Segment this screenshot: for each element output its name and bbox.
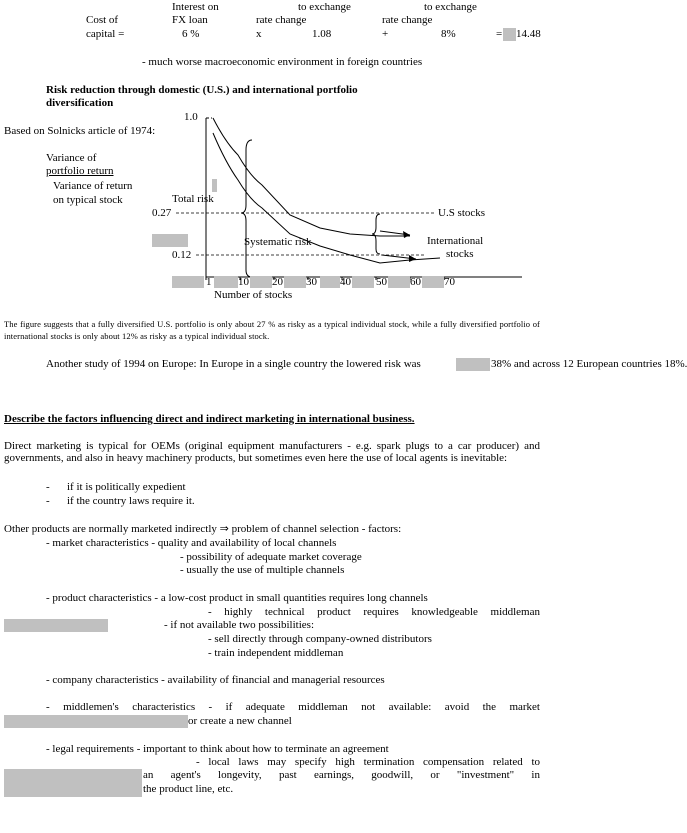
x-tick-label: 50 (376, 276, 387, 288)
factor-sub-item: an agent's longevity, past earnings, goodwill, or "investment" in (143, 769, 540, 781)
study-text: 38% and across 12 European countries 18%. (491, 358, 687, 370)
redaction-box (214, 276, 238, 288)
redaction-box (172, 276, 204, 288)
factor-item: or create a new channel (188, 715, 292, 727)
figure-caption: The figure suggests that a fully diversified U.S. portfolio is only about 27 % as risky as a typical individual stock, while a fully diversified portfolio of international stocks is only about 12% as risky as a typical individual stock. (4, 319, 540, 341)
section-heading: Describe the factors influencing direct and indirect marketing in international business. (4, 413, 415, 425)
redaction-box (456, 358, 490, 371)
chart-ylabel: Variance of (46, 152, 97, 164)
bullet-item: if the country laws require it. (67, 495, 195, 507)
paragraph: Other products are normally marketed indirectly ⇒ problem of channel selection - factors: (4, 523, 402, 535)
bullet-dash: - (46, 495, 50, 507)
annotation-us-stocks: U.S stocks (438, 207, 486, 219)
factor-sub-item: - train independent middleman (208, 647, 344, 659)
based-on-text: Based on Solnicks article of 1974: (4, 125, 156, 137)
factor-sub-item: - if not available two possibilities: (164, 619, 315, 631)
factor-sub-item: - usually the use of multiple channels (180, 564, 345, 576)
factor-sub-item: - highly technical product requires knowledgeable middleman (208, 606, 540, 618)
formula-term: rate change (382, 14, 433, 26)
formula-result: 14.48 (516, 28, 541, 40)
arrowhead-us (403, 231, 410, 238)
factor-item: - legal requirements - important to think about how to terminate an agreement (46, 743, 389, 755)
redaction-box (320, 276, 340, 288)
paragraph: Direct marketing is typical for OEMs (original equipment manufacturers - e.g. spark plugs to a car producer) and governments, and also in heavy machinery products, but sometimes even here the use of local agents is inevitable: (4, 440, 540, 464)
chart-ylabel: Variance of return (53, 180, 133, 192)
bullet-dash: - (46, 481, 50, 493)
redaction-box (4, 769, 142, 797)
study-text: Another study of 1994 on Europe: In Europe in a single country the lowered risk was (46, 358, 421, 370)
formula-term: Interest on (172, 1, 219, 13)
redaction-box (422, 276, 444, 288)
x-tick-label: 70 (444, 276, 455, 288)
factor-sub-item: the product line, etc. (143, 783, 234, 795)
annotation-total-risk: Total risk (172, 193, 214, 205)
factor-sub-item: - possibility of adequate market coverage (180, 551, 362, 563)
factor-item: - market characteristics - quality and availability of local channels (46, 537, 337, 549)
annotation-systematic-risk: Systematic risk (244, 236, 312, 248)
factor-item: - company characteristics - availability of financial and managerial resources (46, 674, 385, 686)
x-axis-label: Number of stocks (214, 289, 293, 301)
factor-sub-item: - sell directly through company-owned distributors (208, 633, 432, 645)
formula-operator: x (256, 28, 262, 40)
section-heading: Risk reduction through domestic (U.S.) and international portfolio (46, 84, 358, 96)
x-tick-label: 30 (306, 276, 317, 288)
section-heading: diversification (46, 97, 114, 109)
brace-international (372, 214, 380, 254)
y-tick-label: 1.0 (184, 111, 198, 123)
x-tick-label: 40 (340, 276, 351, 288)
annotation-international: stocks (446, 248, 474, 260)
x-tick-label: 20 (272, 276, 283, 288)
formula-term: to exchange (298, 1, 351, 13)
formula-term: to exchange (424, 1, 477, 13)
annotation-international: International (427, 235, 484, 247)
chart-ylabel: portfolio return (46, 165, 114, 177)
y-tick-label: 0.27 (152, 207, 172, 219)
bullet-item: if it is politically expedient (67, 481, 186, 493)
formula-operator: + (382, 28, 389, 40)
formula-operator: = (496, 28, 503, 40)
redaction-box (250, 276, 272, 288)
redaction-box (388, 276, 410, 288)
formula-term: rate change (256, 14, 307, 26)
chart-ylabel: on typical stock (53, 194, 123, 206)
formula-label: Cost of (86, 14, 119, 26)
factor-sub-item: - local laws may specify high termination compensation related to (196, 756, 540, 768)
redaction-box (4, 715, 188, 728)
formula-term: FX loan (172, 14, 208, 26)
formula-term: 8% (441, 28, 456, 40)
macro-note: - much worse macroeconomic environment in foreign countries (142, 56, 423, 68)
arrowhead-international (409, 255, 416, 262)
formula-term: 6 % (182, 28, 200, 40)
redaction-box (284, 276, 306, 288)
redaction-box (352, 276, 374, 288)
formula-term: 1.08 (312, 28, 332, 40)
redaction-box (4, 619, 108, 632)
factor-item: - middlemen's characteristics - if adequate middleman not available: avoid the market (46, 701, 540, 713)
x-tick-label: 10 (238, 276, 249, 288)
brace-systematic (241, 140, 252, 277)
x-tick-label: 1 (206, 276, 212, 288)
series-line-us-stocks (213, 118, 410, 236)
formula-label: capital = (86, 28, 125, 40)
x-tick-label: 60 (410, 276, 421, 288)
y-tick-label: 0.12 (172, 249, 192, 261)
factor-item: - product characteristics - a low-cost product in small quantities requires long channels (46, 592, 428, 604)
